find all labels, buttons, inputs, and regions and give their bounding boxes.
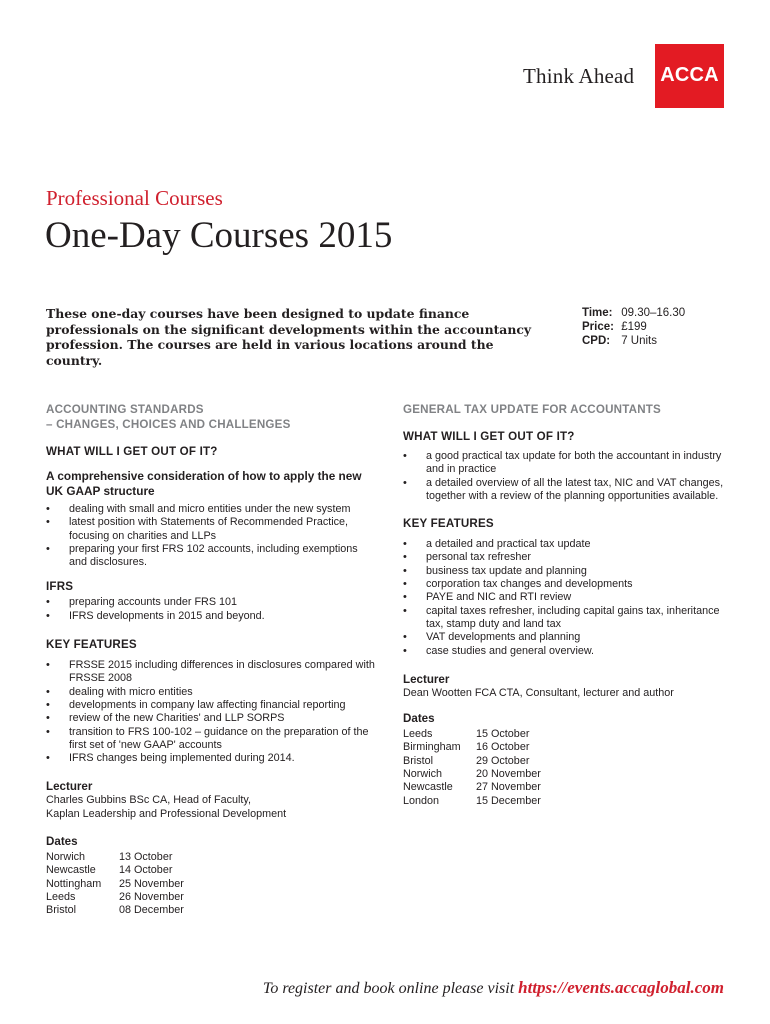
table-row xyxy=(403,741,541,754)
what-list xyxy=(46,503,376,569)
features-heading: KEY FEATURES xyxy=(403,517,494,531)
meta-price-value: £199 xyxy=(621,321,647,333)
date-city: London xyxy=(403,794,440,807)
intro-paragraph: These one-day courses have been designed to update finance professionals on the significant developments within the accountancy profession. The courses are held in various locations around the country. xyxy=(46,306,532,368)
date-city: Norwich xyxy=(46,851,85,864)
dates-table xyxy=(403,728,541,808)
list-item: • a good practical tax update for both the accountant in industry and in practice xyxy=(403,450,728,477)
lecturer-heading: Lecturer xyxy=(403,672,450,686)
date-city: Birmingham xyxy=(403,741,461,754)
date-value: 13 October xyxy=(119,851,173,864)
what-heading: WHAT WILL I GET OUT OF IT? xyxy=(403,430,575,443)
list-item: • IFRS changes being implemented during 2014. xyxy=(46,752,376,765)
list-item: • dealing with small and micro entities under the new system xyxy=(46,503,376,516)
date-value: 25 November xyxy=(119,877,184,890)
meta-cpd xyxy=(582,334,685,348)
lecturer-line: Charles Gubbins BSc CA, Head of Faculty, xyxy=(46,794,252,807)
list-item: • personal tax refresher xyxy=(403,551,728,564)
lecturer-heading: Lecturer xyxy=(46,780,93,794)
lecturer-line: Kaplan Leadership and Professional Development xyxy=(46,807,287,820)
list-item: • dealing with micro entities xyxy=(46,686,376,699)
list-item: • capital taxes refresher, including capital gains tax, inheritance tax, stamp duty and land tax xyxy=(403,605,728,632)
date-city: Leeds xyxy=(46,890,76,903)
lead-statement: A comprehensive consideration of how to apply the new UK GAAP structure xyxy=(46,469,362,498)
table-row xyxy=(46,878,184,891)
date-city: Newcastle xyxy=(403,781,453,794)
table-row xyxy=(46,904,184,917)
meta-price xyxy=(582,320,685,334)
table-row xyxy=(46,851,184,864)
dates-table xyxy=(46,851,184,917)
course-heading-line2: – CHANGES, CHOICES AND CHALLENGES xyxy=(46,418,291,431)
table-row xyxy=(403,728,541,741)
list-item: • PAYE and NIC and RTI review xyxy=(403,591,728,604)
date-value: 20 November xyxy=(476,768,541,781)
list-item: • transition to FRS 100-102 – guidance on the preparation of the first set of 'new GAAP' accounts xyxy=(46,726,376,753)
course-general-tax-update xyxy=(403,402,728,808)
tagline: Think Ahead xyxy=(523,64,635,88)
date-city: Bristol xyxy=(403,754,433,767)
meta-time xyxy=(582,306,685,320)
table-row xyxy=(403,781,541,794)
list-item: • a detailed overview of all the latest tax, NIC and VAT changes, together with a review of the planning opportunities available. xyxy=(403,477,728,504)
date-value: 14 October xyxy=(119,864,173,877)
meta-price-label: Price: xyxy=(582,321,614,333)
acca-logo xyxy=(655,44,724,108)
list-item: • a detailed and practical tax update xyxy=(403,538,728,551)
list-item: • review of the new Charities' and LLP SORPS xyxy=(46,712,376,725)
list-item: • FRSSE 2015 including differences in disclosures compared with FRSSE 2008 xyxy=(46,659,376,686)
meta-cpd-value: 7 Units xyxy=(621,335,657,347)
list-item: • preparing your first FRS 102 accounts, including exemptions and disclosures. xyxy=(46,543,376,570)
date-value: 29 October xyxy=(476,754,530,767)
ifrs-heading: IFRS xyxy=(46,580,74,594)
table-row xyxy=(403,795,541,808)
lecturer-line: Dean Wootten FCA CTA, Consultant, lecturer and author xyxy=(403,686,674,699)
course-heading: GENERAL TAX UPDATE FOR ACCOUNTANTS xyxy=(403,403,661,416)
list-item: • latest position with Statements of Recommended Practice, focusing on charities and LLPs xyxy=(46,516,376,543)
course-meta xyxy=(582,306,685,348)
table-row xyxy=(403,755,541,768)
dates-heading: Dates xyxy=(403,712,435,726)
section-label: Professional Courses xyxy=(46,186,223,210)
date-city: Norwich xyxy=(403,768,442,781)
features-heading: KEY FEATURES xyxy=(46,638,137,652)
list-item: • corporation tax changes and developments xyxy=(403,578,728,591)
date-city: Nottingham xyxy=(46,877,102,890)
course-heading-line1: ACCOUNTING STANDARDS xyxy=(46,403,204,416)
ifrs-list xyxy=(46,596,376,623)
footer-register xyxy=(263,978,724,998)
date-value: 26 November xyxy=(119,890,184,903)
date-value: 16 October xyxy=(476,741,530,754)
table-row xyxy=(46,891,184,904)
table-row xyxy=(46,864,184,877)
page-title: One-Day Courses 2015 xyxy=(45,215,393,256)
list-item: • business tax update and planning xyxy=(403,565,728,578)
list-item: • case studies and general overview. xyxy=(403,645,728,658)
date-value: 15 December xyxy=(476,794,541,807)
list-item: • developments in company law affecting financial reporting xyxy=(46,699,376,712)
meta-time-value: 09.30–16.30 xyxy=(621,307,686,319)
meta-time-label: Time: xyxy=(582,307,613,319)
footer-text: To register and book online please visit xyxy=(262,980,519,997)
features-list xyxy=(46,659,376,765)
dates-heading: Dates xyxy=(46,835,78,849)
what-heading: WHAT WILL I GET OUT OF IT? xyxy=(46,445,218,458)
date-city: Bristol xyxy=(46,904,76,917)
date-value: 08 December xyxy=(119,904,184,917)
features-list xyxy=(403,538,728,658)
date-value: 15 October xyxy=(476,728,530,741)
date-city: Leeds xyxy=(403,728,433,741)
list-item: • VAT developments and planning xyxy=(403,631,728,644)
date-city: Newcastle xyxy=(46,864,96,877)
course-accounting-standards xyxy=(46,402,376,918)
what-list xyxy=(403,450,728,503)
meta-cpd-label: CPD: xyxy=(582,335,611,347)
table-row xyxy=(403,768,541,781)
date-value: 27 November xyxy=(476,781,541,794)
register-link[interactable]: https://events.accaglobal.com xyxy=(518,978,724,997)
list-item: • preparing accounts under FRS 101 xyxy=(46,596,376,609)
logo-text: ACCA xyxy=(660,64,719,86)
list-item: • IFRS developments in 2015 and beyond. xyxy=(46,610,376,623)
